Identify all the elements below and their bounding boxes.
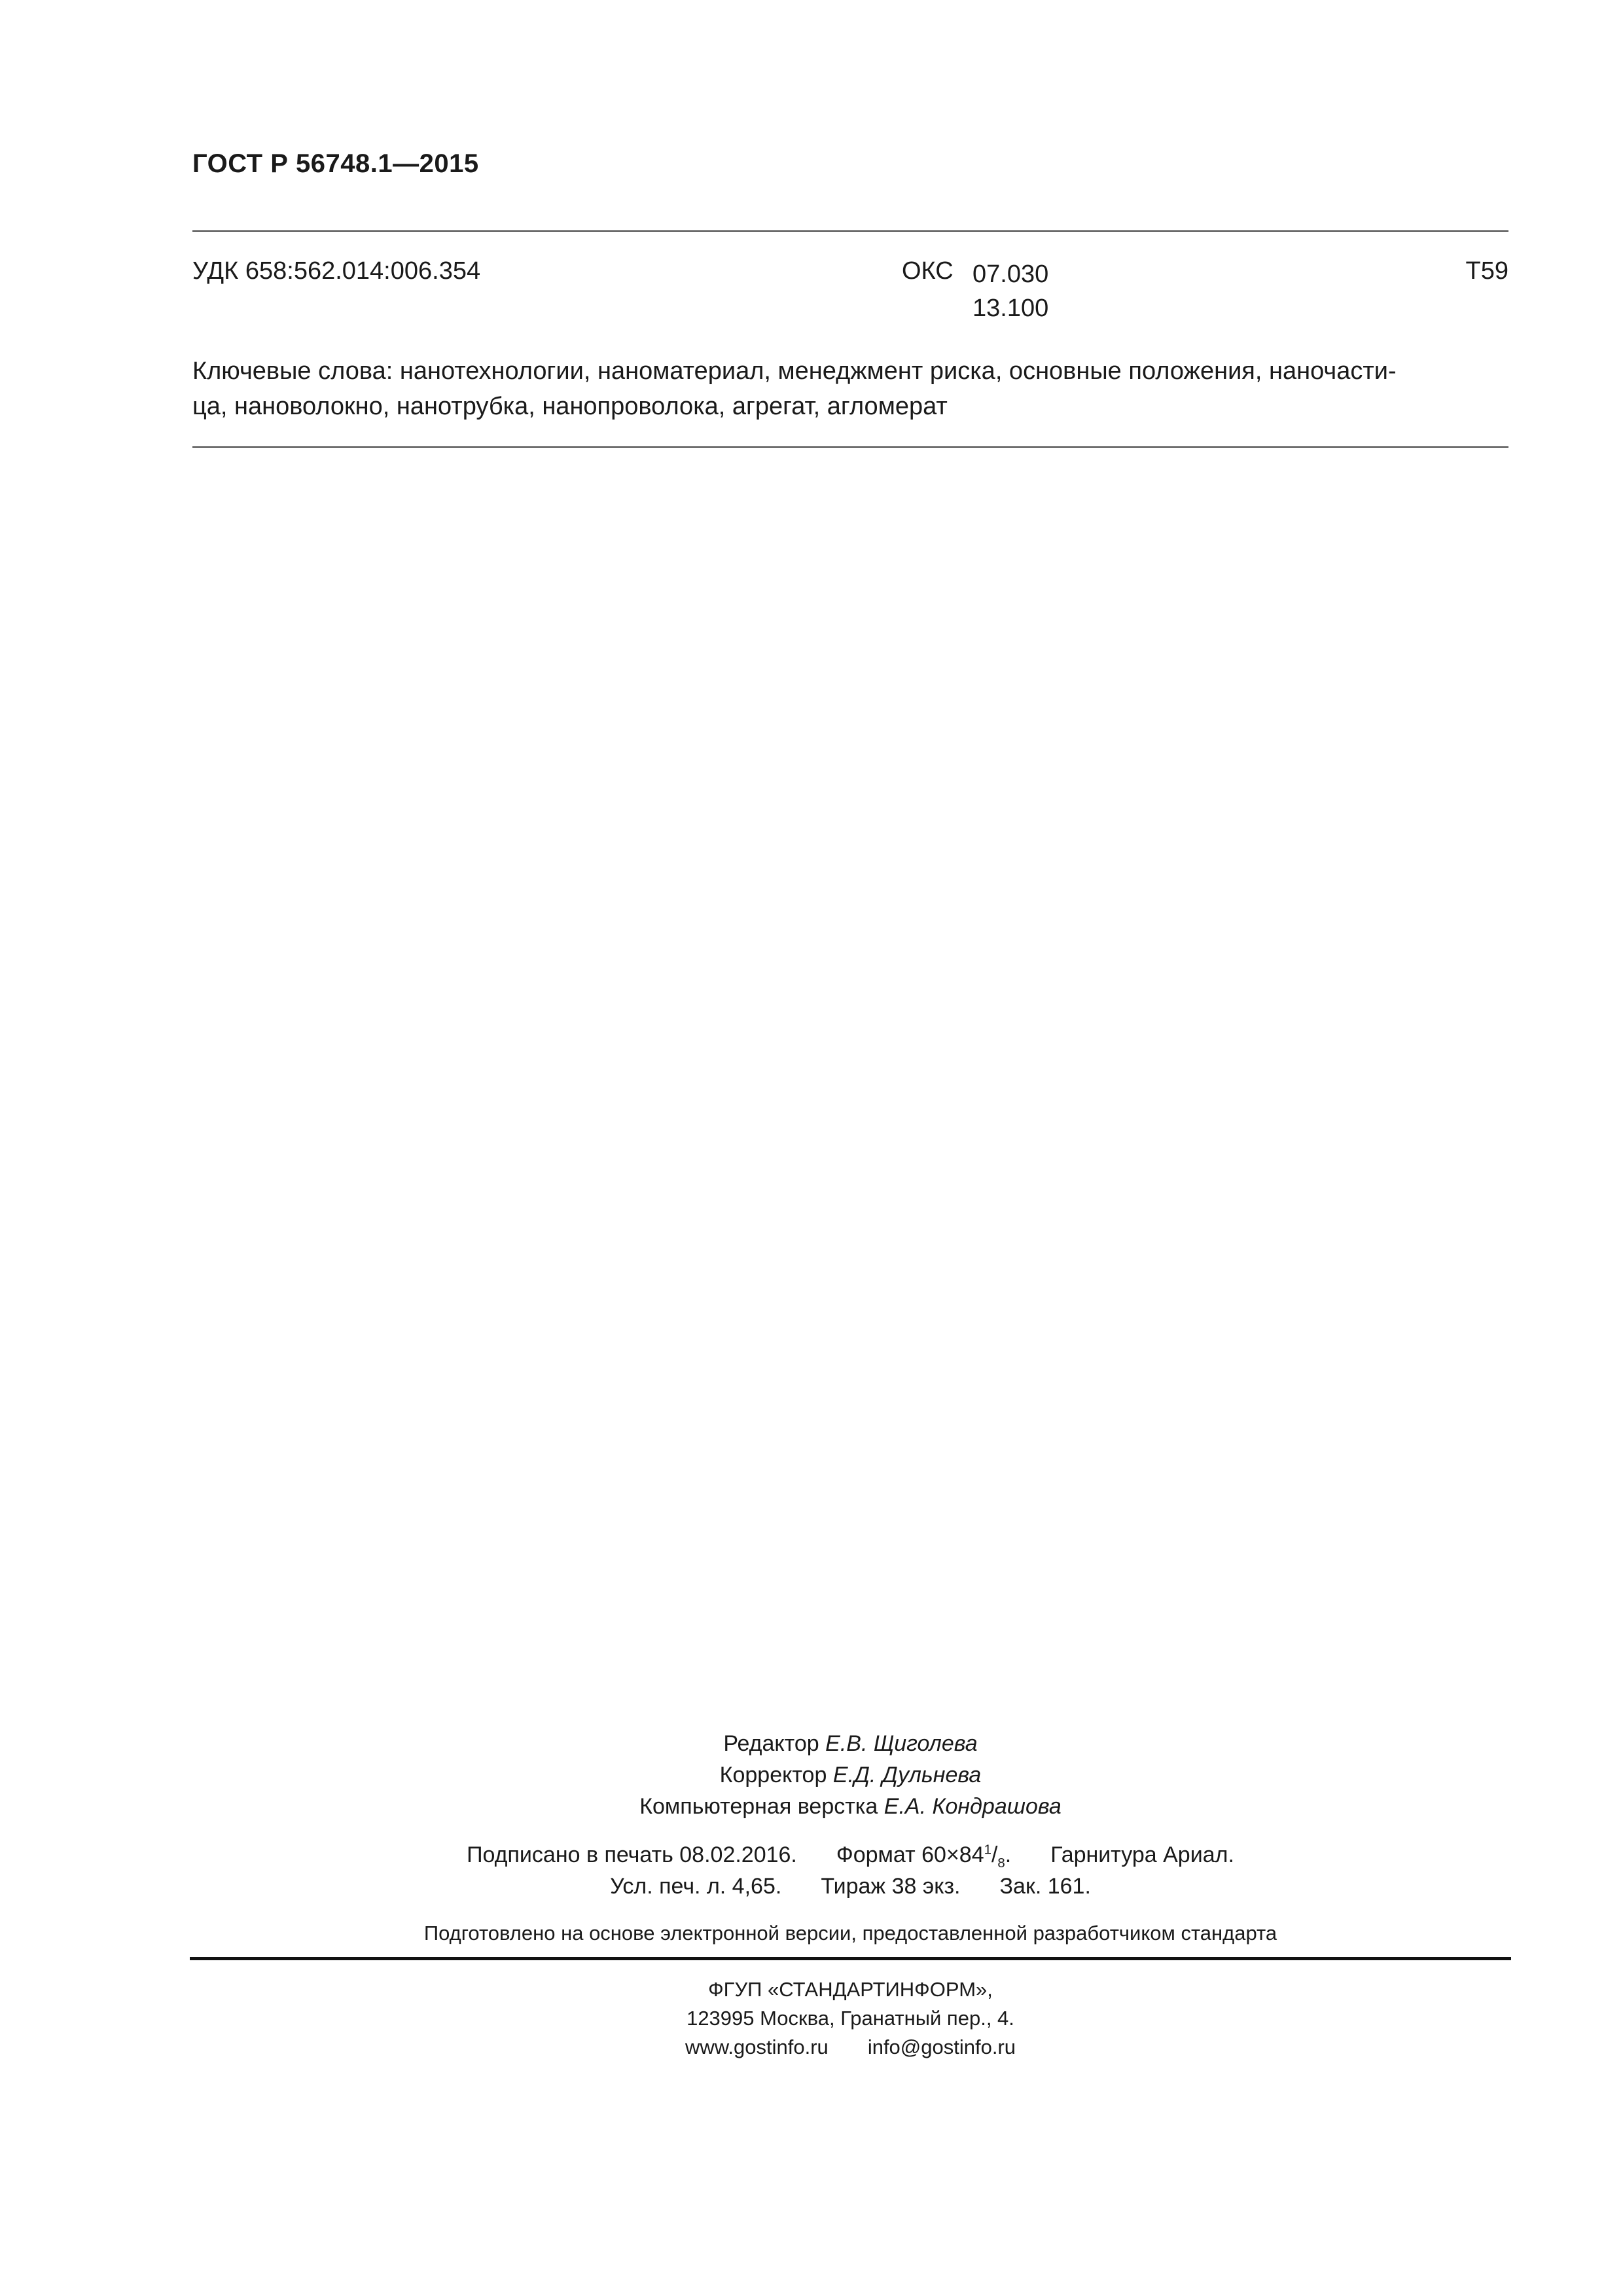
printed-sheets: Усл. печ. л. 4,65. bbox=[610, 1874, 782, 1899]
paper-format bbox=[836, 1842, 1012, 1871]
oks-code: 07.030 bbox=[972, 260, 1049, 288]
editor-role: Редактор bbox=[723, 1731, 819, 1756]
order-number: Зак. 161. bbox=[999, 1874, 1091, 1899]
publisher-address: 123995 Москва, Гранатный пер., 4. bbox=[687, 2007, 1014, 2030]
print-details-line bbox=[192, 1839, 1508, 1871]
keywords-paragraph bbox=[192, 353, 1508, 424]
keywords-line: Ключевые слова: нанотехнологии, наноматериал, менеджмент риска, основные положения, наночасти- bbox=[192, 357, 1397, 385]
udk-code: УДК 658:562.014:006.354 bbox=[192, 257, 481, 285]
publisher-divider bbox=[190, 1957, 1511, 1960]
publisher-name: ФГУП «СТАНДАРТИНФОРМ», bbox=[708, 1978, 993, 2001]
t-code: Т59 bbox=[1465, 257, 1508, 285]
keywords-line: ца, нановолокно, нанотрубка, нанопроволока, агрегат, агломерат bbox=[192, 393, 948, 420]
publisher-contacts bbox=[192, 2033, 1508, 2062]
layout-line bbox=[192, 1791, 1508, 1822]
layout-role: Компьютерная верстка bbox=[639, 1794, 878, 1819]
corrector-line bbox=[192, 1759, 1508, 1791]
corrector-role: Корректор bbox=[719, 1763, 827, 1787]
signed-date: Подписано в печать 08.02.2016. bbox=[467, 1842, 797, 1867]
format-slash: / bbox=[991, 1842, 998, 1867]
print-run-line bbox=[192, 1871, 1508, 1902]
typeface: Гарнитура Ариал. bbox=[1050, 1842, 1234, 1867]
prepared-note: Подготовлено на основе электронной версии, предоставленной разработчиком стандарта bbox=[423, 1922, 1277, 1945]
oks-code: 13.100 bbox=[972, 295, 1049, 322]
editor-line bbox=[192, 1728, 1508, 1759]
layout-name: Е.А. Кондрашова bbox=[883, 1794, 1061, 1819]
keywords-divider bbox=[192, 446, 1508, 448]
editor-name: Е.В. Щиголева bbox=[825, 1731, 978, 1756]
print-run: Тираж 38 экз. bbox=[821, 1874, 961, 1899]
oks-codes bbox=[972, 257, 1048, 325]
top-divider bbox=[192, 230, 1508, 232]
document-number: ГОСТ Р 56748.1—2015 bbox=[192, 149, 479, 178]
format-sub: 8 bbox=[997, 1856, 1005, 1871]
format-sup: 1 bbox=[984, 1842, 991, 1857]
format-prefix: Формат 60×84 bbox=[836, 1842, 984, 1867]
publisher-website: www.gostinfo.ru bbox=[685, 2036, 829, 2058]
publisher-block bbox=[192, 1975, 1508, 2062]
format-suffix: . bbox=[1005, 1842, 1012, 1867]
oks-label: ОКС bbox=[902, 257, 954, 285]
corrector-name: Е.Д. Дульнева bbox=[832, 1763, 982, 1787]
publisher-email: info@gostinfo.ru bbox=[867, 2036, 1016, 2058]
